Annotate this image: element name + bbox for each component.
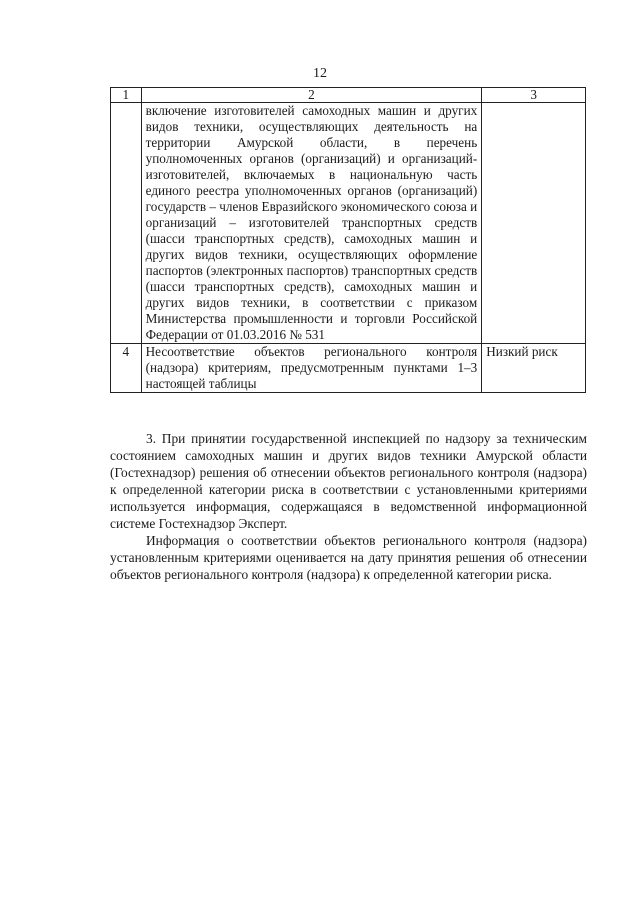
- risk-criteria-table: [110, 87, 586, 393]
- page-number: 12: [313, 66, 327, 81]
- criterion-cell: включение изготовителей самоходных машин и других видов техники, осуществляющих деятельность на территории Амурской области, в перечень уполномоченных органов (организаций) и организаций-изготовителей, включаемых в национальную часть единого реестра уполномоченных органов (организаций) государств – членов Евразийского экономического союза и организаций – изготовителей транспортных средств (шасси транспортных средств), самоходных машин и других видов техники, осуществляющих оформление паспортов (электронных паспортов) транспортных средств (шасси транспортных средств), самоходных машин и других видов техники, в соответствии с приказом Министерства промышленности и торговли Российской Федерации от 01.03.2016 № 531: [141, 103, 482, 344]
- header-col-1: 1: [111, 88, 142, 103]
- paragraph: 3. При принятии государственной инспекцией по надзору за техническим состоянием самоходных машин и других видов техники Амурской области (Гостехнадзор) решения об отнесении объектов регионального контроля (надзора) к определенной категории риска в соответствии с установленными критериями используется информация, содержащаяся в ведомственной информационной системе Гостехнадзор Эксперт.: [110, 431, 587, 531]
- criterion-cell: Несоответствие объектов регионального контроля (надзора) критериям, предусмотренным пунктами 1–3 настоящей таблицы: [141, 344, 482, 393]
- table-row-4: [111, 344, 586, 393]
- header-col-2: 2: [141, 88, 482, 103]
- row-number-cell: 4: [111, 344, 142, 393]
- table-header-row: [111, 88, 586, 103]
- risk-cell: Низкий риск: [482, 344, 586, 393]
- paragraph: Информация о соответствии объектов регионального контроля (надзора) установленным критериями оценивается на дату принятия решения об отнесении объектов регионального контроля (надзора) к определенной категории риска.: [110, 533, 587, 582]
- table-row-continuation: [111, 103, 586, 344]
- row-number-cell: [111, 103, 142, 344]
- risk-cell: [482, 103, 586, 344]
- header-col-3: 3: [482, 88, 586, 103]
- body-text: [110, 430, 587, 583]
